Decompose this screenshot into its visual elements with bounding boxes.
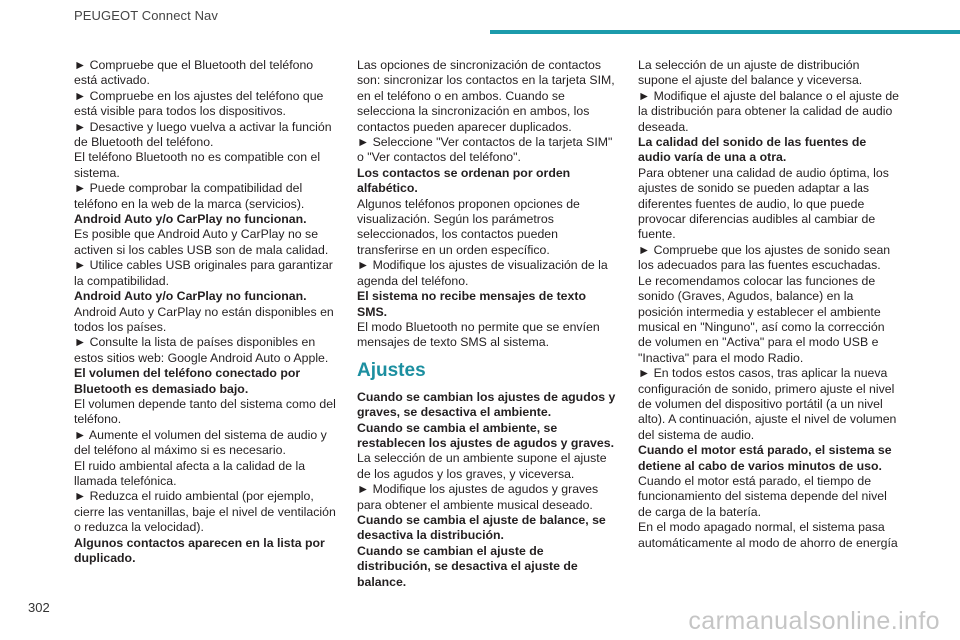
text-column-3 bbox=[638, 58, 900, 551]
bold-subheading: Cuando se cambia el ajuste de balance, se desactiva la distribución. bbox=[357, 512, 606, 543]
body-paragraph: En el modo apagado normal, el sistema pasa automáticamente al modo de ahorro de energía bbox=[638, 520, 898, 550]
body-paragraph: ► Reduzca el ruido ambiental (por ejemplo, cierre las ventanillas, baje el nivel de ventilación o reduzca la velocidad). bbox=[74, 489, 336, 535]
body-paragraph: Algunos teléfonos proponen opciones de visualización. Según los parámetros seleccionados, los contactos pueden transferirse en un orden específico. bbox=[357, 196, 580, 257]
bold-subheading: Cuando se cambia el ambiente, se restablecen los ajustes de agudos y graves. bbox=[357, 420, 614, 450]
running-header-title: PEUGEOT Connect Nav bbox=[74, 8, 218, 23]
body-paragraph: El volumen depende tanto del sistema como del teléfono. bbox=[74, 396, 336, 427]
bold-subheading: Algunos contactos aparecen en la lista por duplicado. bbox=[74, 535, 325, 565]
body-paragraph: El ruido ambiental afecta a la calidad de la llamada telefónica. bbox=[74, 458, 306, 488]
body-paragraph: ► Utilice cables USB originales para garantizar la compatibilidad. bbox=[74, 258, 333, 288]
bold-subheading: Cuando el motor está parado, el sistema se detiene al cabo de varios minutos de uso. bbox=[638, 443, 892, 473]
body-paragraph: ► Compruebe que los ajustes de sonido sean los adecuados para las fuentes escuchadas. bbox=[638, 242, 891, 273]
body-paragraph: ► Compruebe en los ajustes del teléfono que está visible para todos los dispositivos. bbox=[74, 88, 324, 119]
body-paragraph: ► Modifique los ajustes de agudos y graves para obtener el ambiente musical deseado. bbox=[357, 482, 599, 512]
header-accent-bar bbox=[490, 30, 960, 34]
bold-subheading: Los contactos se ordenan por orden alfabético. bbox=[357, 165, 571, 196]
body-paragraph: La selección de un ajuste de distribución supone el ajuste del balance y viceversa. bbox=[638, 58, 863, 88]
page-number: 302 bbox=[28, 600, 50, 615]
body-paragraph: La selección de un ambiente supone el ajuste de los agudos y los graves, y viceversa. bbox=[357, 451, 607, 481]
body-paragraph: ► En todos estos casos, tras aplicar la nueva configuración de sonido, primero ajuste el nivel de volumen del dispositivo portátil (a un nivel alto). A continuación, ajuste el nivel de volumen del sistema de audio. bbox=[638, 366, 897, 442]
text-column-2 bbox=[357, 58, 619, 590]
body-paragraph: El modo Bluetooth no permite que se envíen mensajes de texto SMS al sistema. bbox=[357, 319, 600, 350]
body-paragraph: El teléfono Bluetooth no es compatible con el sistema. bbox=[74, 150, 321, 180]
body-paragraph: ► Compruebe que el Bluetooth del teléfono está activado. bbox=[74, 58, 314, 88]
bold-subheading: Cuando se cambian los ajustes de agudos y graves, se desactiva el ambiente. bbox=[357, 389, 616, 420]
body-paragraph: Para obtener una calidad de audio óptima, los ajustes de sonido se pueden adaptar a las diferentes fuentes de audio, lo que puede provocar diferencias audibles al cambiar de fuente. bbox=[638, 165, 889, 242]
body-paragraph: ► Puede comprobar la compatibilidad del teléfono en la web de la marca (servicios). bbox=[74, 181, 305, 211]
body-paragraph: ► Modifique el ajuste del balance o el ajuste de la distribución para obtener la calidad de audio deseada. bbox=[638, 88, 900, 134]
body-paragraph: ► Modifique los ajustes de visualización de la agenda del teléfono. bbox=[357, 258, 608, 288]
watermark: carmanualsonline.info bbox=[688, 607, 940, 635]
bold-subheading: Android Auto y/o CarPlay no funcionan. bbox=[74, 289, 307, 304]
body-paragraph: Es posible que Android Auto y CarPlay no se activen si los cables USB son de mala calidad. bbox=[74, 227, 329, 257]
body-paragraph: ► Desactive y luego vuelva a activar la función de Bluetooth del teléfono. bbox=[74, 119, 332, 150]
body-paragraph: Las opciones de sincronización de contactos son: sincronizar los contactos en la tarjeta SIM, en el teléfono o en ambos. Cuando se selecciona la sincronización en ambos, los contactos pueden aparecer duplicados. bbox=[357, 58, 615, 134]
body-paragraph: Le recomendamos colocar las funciones de sonido (Graves, Agudos, balance) en la posición intermedia y establecer el ambiente musical en "Ninguno", así como la corrección de volumen en "Activa" para el modo USB e "Inactiva" para el modo Radio. bbox=[638, 273, 885, 365]
body-paragraph: ► Aumente el volumen del sistema de audio y del teléfono al máximo si es necesario. bbox=[74, 427, 327, 458]
text-column-1 bbox=[74, 58, 336, 566]
bold-subheading: La calidad del sonido de las fuentes de audio varía de una a otra. bbox=[638, 135, 867, 165]
body-paragraph: ► Seleccione "Ver contactos de la tarjeta SIM" o "Ver contactos del teléfono". bbox=[357, 135, 613, 165]
body-paragraph: ► Consulte la lista de países disponibles en estos sitios web: Google Android Auto o Apple. bbox=[74, 335, 329, 365]
bold-subheading: Android Auto y/o CarPlay no funcionan. bbox=[74, 212, 307, 227]
bold-subheading: Cuando se cambian el ajuste de distribución, se desactiva el ajuste de balance. bbox=[357, 543, 578, 589]
bold-subheading: El sistema no recibe mensajes de texto SMS. bbox=[357, 289, 586, 319]
body-paragraph: Cuando el motor está parado, el tiempo de funcionamiento del sistema depende del nivel de carga de la batería. bbox=[638, 473, 887, 519]
body-paragraph: Android Auto y CarPlay no están disponibles en todos los países. bbox=[74, 304, 334, 334]
section-heading: Ajustes bbox=[357, 359, 426, 381]
bold-subheading: El volumen del teléfono conectado por Bluetooth es demasiado bajo. bbox=[74, 366, 301, 396]
